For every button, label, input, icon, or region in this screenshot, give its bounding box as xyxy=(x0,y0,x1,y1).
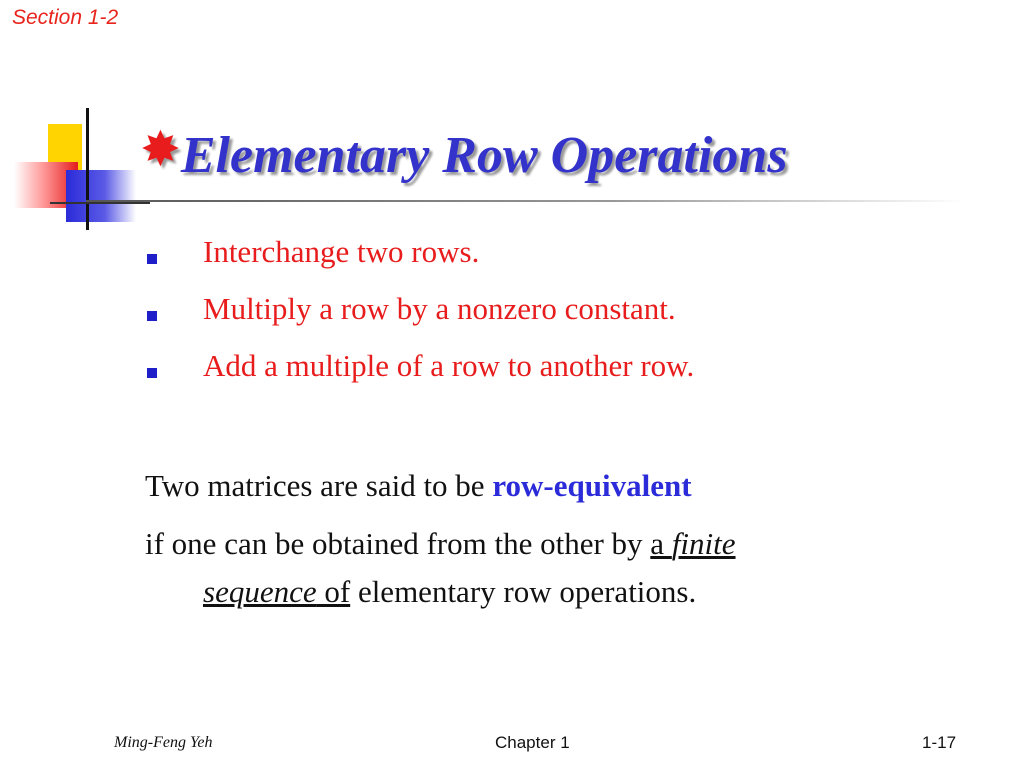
underlined-article: a xyxy=(650,526,672,561)
square-bullet-icon xyxy=(147,311,157,321)
footer-author: Ming-Feng Yeh xyxy=(114,734,213,751)
emphasis-sequence: sequence xyxy=(203,574,317,609)
emphasis-finite: finite xyxy=(671,526,736,561)
section-label: Section 1-2 xyxy=(12,6,119,29)
bullet-text: Add a multiple of a row to another row. xyxy=(203,348,695,383)
slide-title-text: Elementary Row Operations xyxy=(180,127,788,184)
star-icon: ✸ xyxy=(142,125,179,174)
definition-text: if one can be obtained from the other by xyxy=(145,526,651,561)
square-bullet-icon xyxy=(147,368,157,378)
horizontal-line xyxy=(50,202,150,204)
definition-line-2 xyxy=(145,526,736,562)
underlined-of: of xyxy=(316,574,351,609)
slide-title xyxy=(142,124,788,185)
title-underline-rule xyxy=(86,200,966,202)
footer-page-number: 1-17 xyxy=(922,733,957,752)
square-bullet-icon xyxy=(147,254,157,264)
blue-gradient-block xyxy=(66,170,136,222)
definition-text: Two matrices are said to be xyxy=(145,468,493,503)
vertical-line xyxy=(86,108,89,230)
decorative-corner-graphic xyxy=(0,100,150,240)
bullet-text: Multiply a row by a nonzero constant. xyxy=(203,291,676,326)
definition-line-1 xyxy=(145,468,692,504)
keyword-row-equivalent: row-equivalent xyxy=(492,468,692,503)
footer-chapter: Chapter 1 xyxy=(495,733,570,752)
definition-line-3 xyxy=(203,574,696,610)
definition-text: elementary row operations. xyxy=(350,574,697,609)
bullet-text: Interchange two rows. xyxy=(203,234,480,269)
